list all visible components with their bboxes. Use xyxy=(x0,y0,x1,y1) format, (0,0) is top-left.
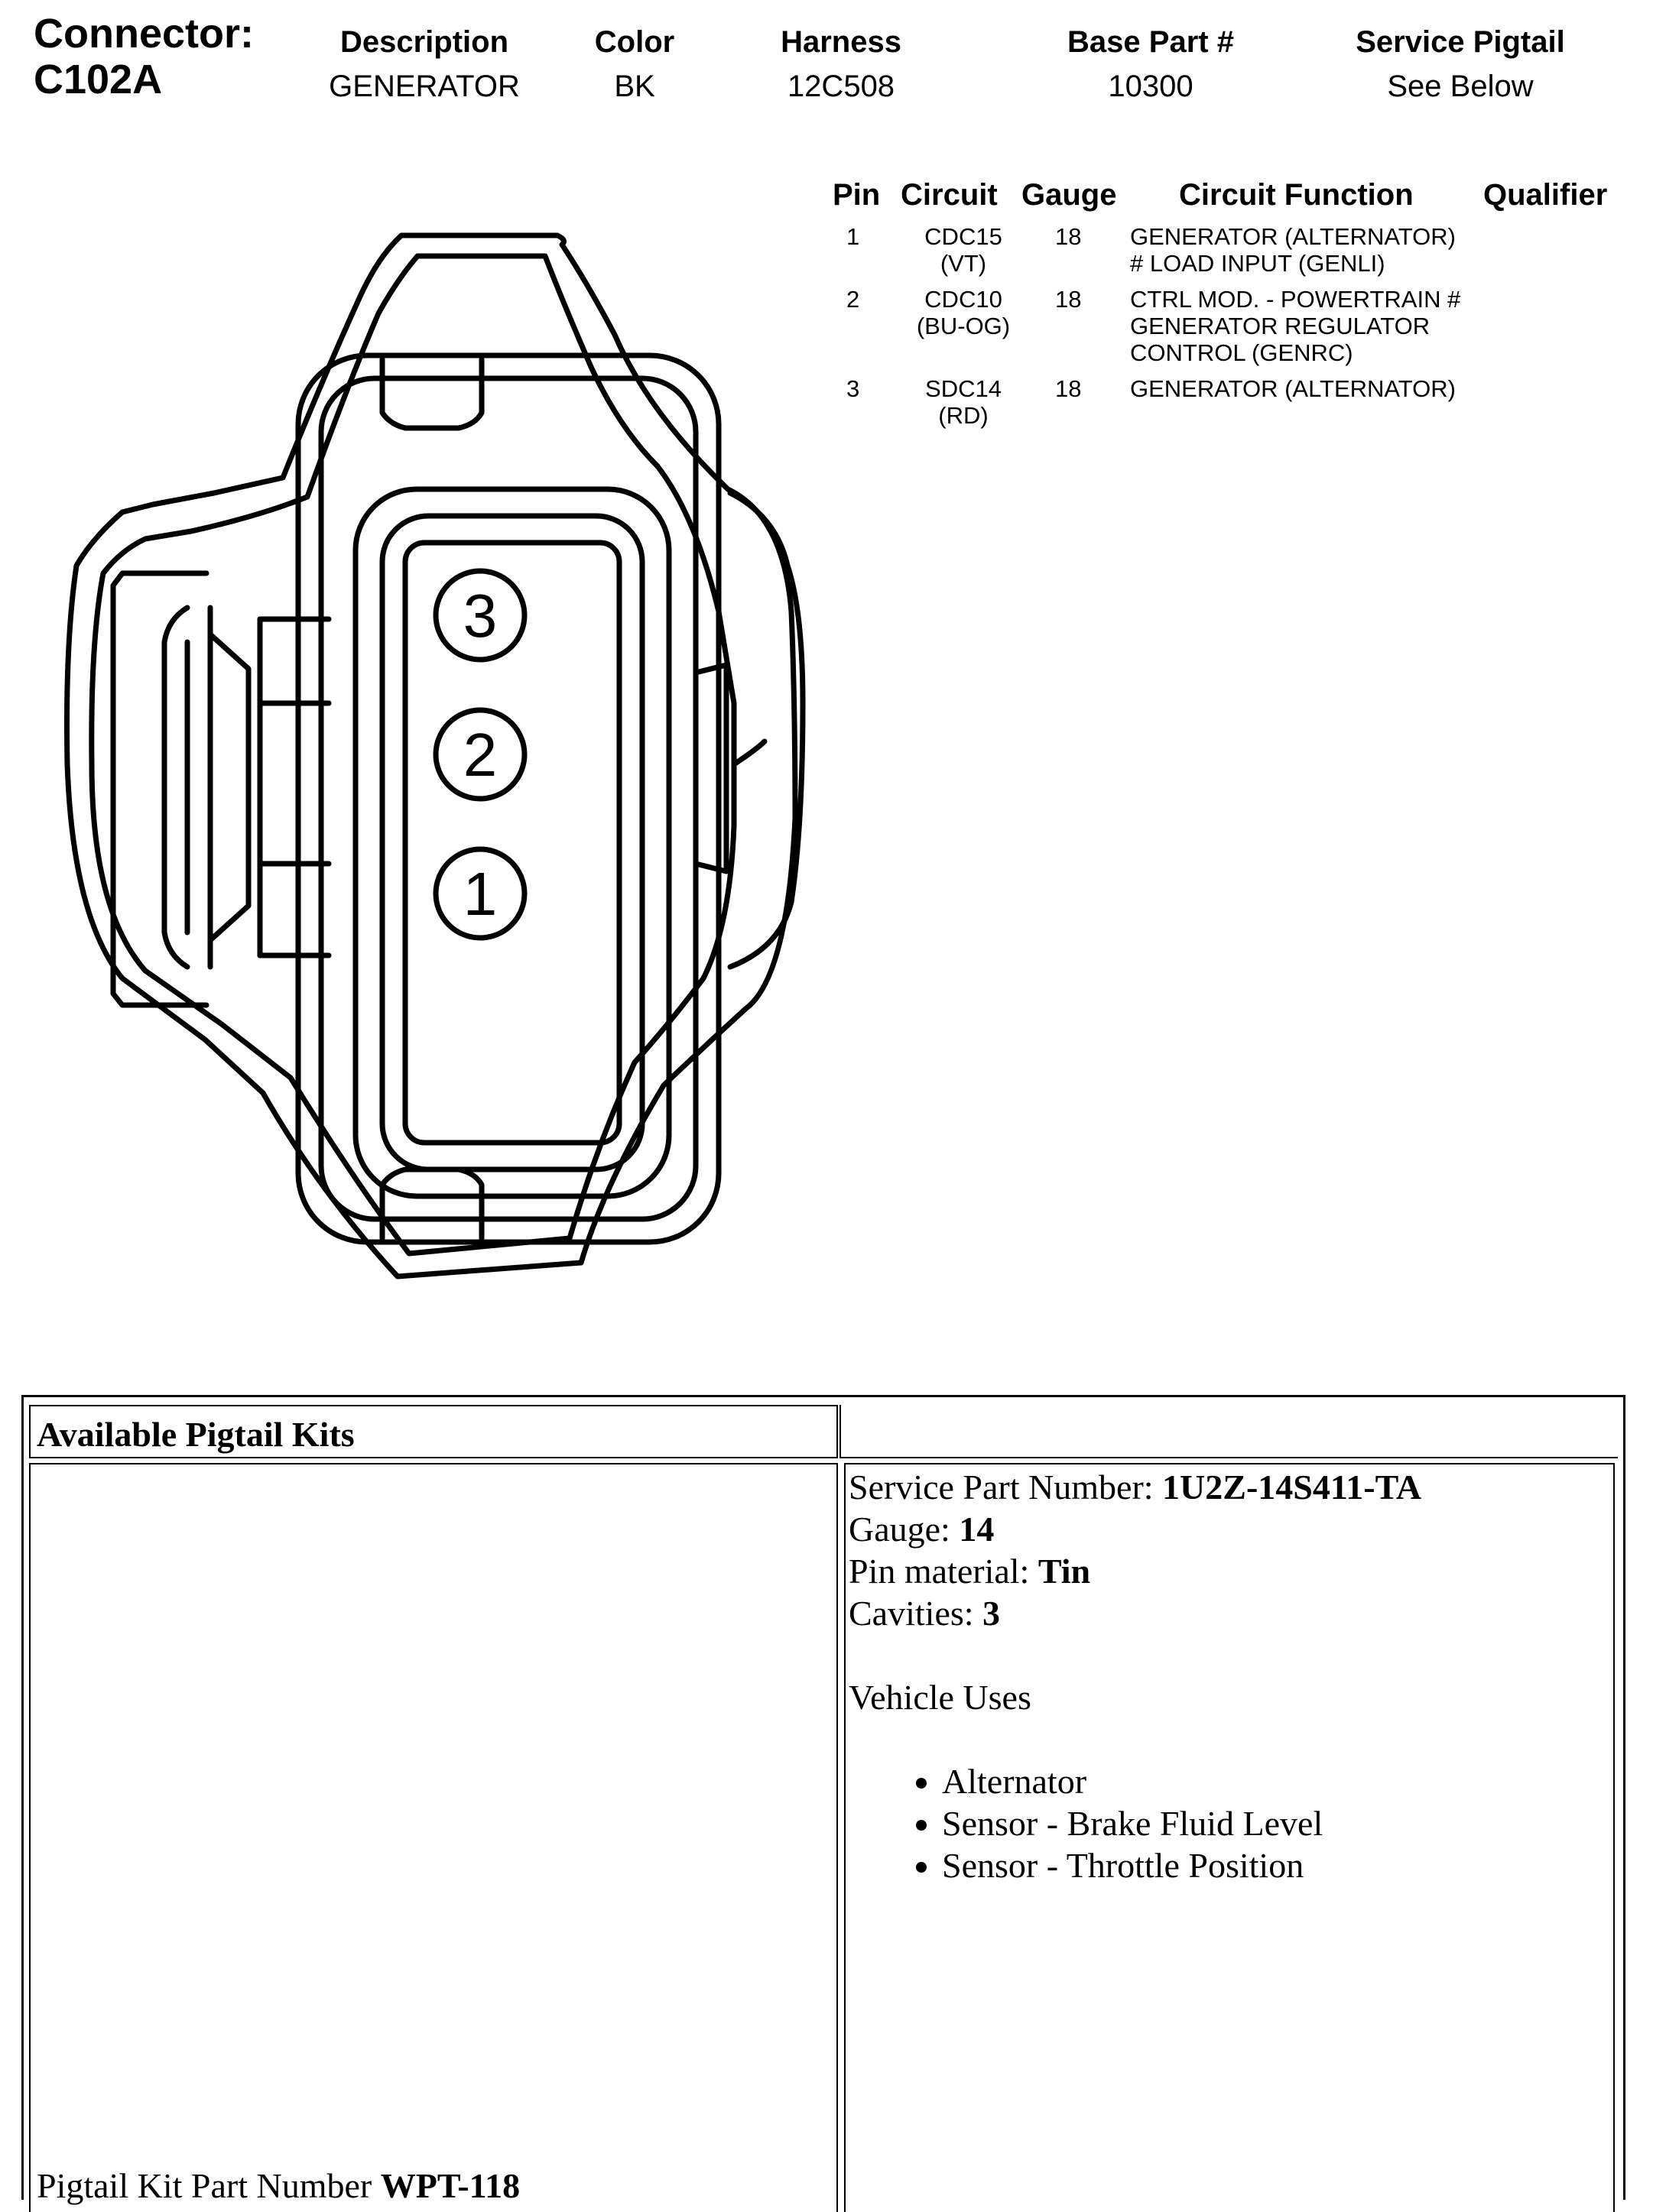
header-value: GENERATOR xyxy=(329,70,520,103)
function-line: GENERATOR (ALTERNATOR) xyxy=(1130,223,1457,250)
right-key xyxy=(696,665,726,871)
gauge-value: 14 xyxy=(959,1510,995,1549)
service-part-value: 1U2Z-14S411-TA xyxy=(1162,1468,1422,1507)
pin-col-header: Pin xyxy=(833,178,881,212)
connector-id: C102A xyxy=(34,57,163,102)
connector-outline xyxy=(67,235,796,1276)
list-item: • Sensor - Brake Fluid Level xyxy=(942,1802,1613,1844)
pin-material-label: Pin material: xyxy=(849,1552,1038,1591)
pin-label-3: 3 xyxy=(463,582,498,650)
header-value: BK xyxy=(614,70,655,103)
cavities-value: 3 xyxy=(982,1594,1001,1633)
kit-details-cell xyxy=(844,1463,1615,2212)
header-label: Color xyxy=(594,25,675,59)
function-line: GENERATOR REGULATOR xyxy=(1130,313,1431,339)
pigtail-kit-label: Pigtail Kit Part Number xyxy=(37,2166,381,2205)
top-key xyxy=(382,359,482,428)
kit-image-cell xyxy=(29,1463,838,2212)
kit-details xyxy=(846,1464,1613,1886)
pin-material-value: Tin xyxy=(1038,1552,1091,1591)
header-label: Harness xyxy=(781,25,901,59)
gauge-label: Gauge: xyxy=(849,1510,960,1549)
bottom-key xyxy=(382,1169,482,1238)
pin-circuit xyxy=(898,223,1028,277)
circuit-color: (VT) xyxy=(940,250,987,277)
pigtail-kit-value: WPT-118 xyxy=(380,2166,521,2205)
header-color xyxy=(566,20,703,109)
header-service-pigtail xyxy=(1315,20,1606,109)
header-harness xyxy=(734,20,948,109)
function-line: CTRL MOD. - POWERTRAIN # xyxy=(1130,286,1461,313)
header-label: Description xyxy=(339,25,509,59)
circuit-color: (BU-OG) xyxy=(916,313,1011,339)
pin-function xyxy=(1130,286,1460,366)
header-value: 12C508 xyxy=(787,70,895,103)
circuit-color: (RD) xyxy=(938,402,989,429)
qualifier-col-header: Qualifier xyxy=(1483,178,1608,212)
pin-circuit xyxy=(898,375,1028,429)
pin-gauge: 18 xyxy=(1055,223,1082,250)
service-part-line xyxy=(849,1466,1613,1508)
pin-function xyxy=(1130,223,1456,277)
pin-number: 3 xyxy=(846,375,860,402)
kits-heading-empty-cell xyxy=(839,1405,1618,1458)
pin-number: 1 xyxy=(846,223,860,250)
connector-label: Connector: xyxy=(34,11,254,57)
header-label: Service Pigtail xyxy=(1356,25,1565,59)
header-value: 10300 xyxy=(1108,70,1193,103)
pin-material-line xyxy=(849,1550,1613,1592)
cavities-line xyxy=(849,1592,1613,1634)
gauge-col-header: Gauge xyxy=(1021,178,1117,212)
function-line: # LOAD INPUT (GENLI) xyxy=(1130,250,1385,277)
gauge-line xyxy=(849,1508,1613,1550)
function-line: CONTROL (GENRC) xyxy=(1130,339,1353,366)
header-base-part xyxy=(1025,20,1277,109)
list-item: • Alternator xyxy=(942,1760,1613,1802)
header-value: See Below xyxy=(1387,70,1534,103)
vehicle-uses-list xyxy=(849,1760,1613,1886)
kits-heading: Available Pigtail Kits xyxy=(37,1415,355,1454)
circuit-code: CDC15 xyxy=(924,223,1002,250)
circuit-code: CDC10 xyxy=(924,286,1002,313)
cavity-frame-inner xyxy=(382,516,642,1169)
pin-gauge: 18 xyxy=(1055,375,1082,402)
circuit-code: SDC14 xyxy=(925,375,1002,402)
pin-gauge: 18 xyxy=(1055,286,1082,313)
pin-function xyxy=(1130,375,1456,402)
list-item: • Sensor - Throttle Position xyxy=(942,1844,1613,1886)
header-description xyxy=(310,20,539,109)
vehicle-uses-label: Vehicle Uses xyxy=(849,1678,1031,1717)
pin-circuit xyxy=(898,286,1028,339)
connector-title xyxy=(34,11,254,102)
function-line: GENERATOR (ALTERNATOR) xyxy=(1130,375,1457,402)
cavities-label: Cavities: xyxy=(849,1594,983,1633)
service-part-label: Service Part Number: xyxy=(849,1468,1163,1507)
header-label: Base Part # xyxy=(1067,25,1234,59)
kits-heading-cell xyxy=(29,1405,838,1458)
pin-label-2: 2 xyxy=(463,721,498,789)
circuit-col-header: Circuit xyxy=(901,178,998,212)
pigtail-kit-part-number xyxy=(37,2165,520,2206)
pin-label-1: 1 xyxy=(463,860,498,928)
connector-face-diagram xyxy=(31,214,826,1299)
pin-number: 2 xyxy=(846,286,860,313)
function-col-header: Circuit Function xyxy=(1179,178,1414,212)
